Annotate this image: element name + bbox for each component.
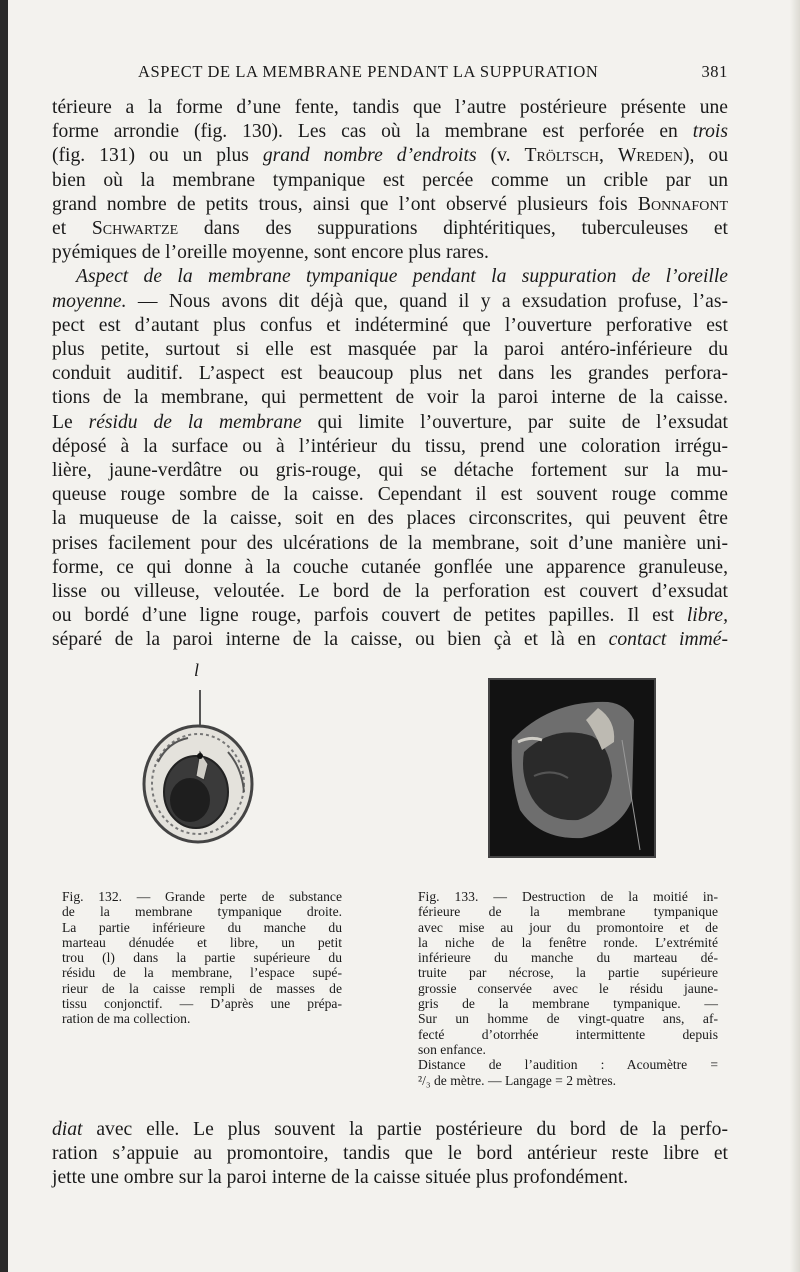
text-run: — Nous avons dit déjà que, quand il y a exsudation profuse, l’as- [126, 290, 728, 312]
text-line: la muqueuse de la caisse, soit en des places circonscrites, qui peuvent être [52, 508, 728, 530]
italic-run: trois [692, 121, 728, 143]
figure-132-label: l [194, 660, 200, 680]
body-text-top [52, 96, 728, 653]
text-line: queuse rouge sombre de la caisse. Cependant il est souvent rouge comme [52, 484, 728, 506]
text-line: déposé à la surface ou à l’intérieur du tissu, prend une coloration irrégu- [52, 435, 728, 457]
text-line: jette une ombre sur la paroi interne de la caisse située plus profondément. [52, 1167, 629, 1189]
text-run: ), ou [683, 145, 728, 167]
tympanic-membrane-drawing [138, 672, 268, 862]
italic-run: grand nombre d’endroits [262, 145, 477, 167]
caption-line: inférieure du manche du marteau dé- [418, 950, 718, 966]
caption-line: rieur de la caisse rempli de masses de [62, 980, 342, 996]
caption-line: trou (l) dans la partie supérieure du [62, 950, 342, 966]
caption-line: avec mise au jour du promontoire et de [418, 919, 718, 935]
text-line [52, 1118, 728, 1142]
page-edge-shadow [790, 0, 800, 1272]
text-line: tions de la membrane, qui permettent de voir la paroi interne de la caisse. [52, 387, 728, 409]
caption-line: truite par nécrose, la partie supérieure [418, 965, 718, 981]
author-name: Bonnafont [637, 193, 728, 215]
text-line [52, 290, 728, 314]
caption-line: Fig. 133. — Destruction de la moitié in- [418, 889, 718, 904]
text-line [52, 411, 728, 435]
author-name: Tröltsch [524, 145, 599, 167]
caption-line: grossie conservée avec le résidu jaune- [418, 980, 718, 996]
page-header [48, 62, 728, 86]
caption-line: La partie inférieure du manche du [62, 919, 342, 935]
text-line: plus petite, surtout si elle est masquée par la paroi antéro-inférieure du [52, 339, 728, 361]
text-run: Le [52, 411, 89, 433]
caption-line: Fig. 132. — Grande perte de substance [62, 889, 342, 904]
caption-line: de la membrane tympanique droite. [62, 904, 342, 920]
text-line: lisse ou villeuse, veloutée. Le bord de la perforation est couvert d’exsudat [52, 581, 728, 603]
text-run: forme arrondie (fig. 130). Les cas où la membrane est perforée en [52, 121, 693, 143]
caption-line: ²/₃ de mètre. — Langage = 2 mètres. [418, 1072, 617, 1088]
caption-line: son enfance. [418, 1041, 486, 1057]
text-line: pect est d’autant plus confus et indéterminé que l’ouverture perforative est [52, 314, 728, 336]
text-line: bien où la membrane tympanique est percée comme un crible par un [52, 169, 728, 191]
body-text-bottom [52, 1118, 728, 1191]
text-line [52, 628, 728, 652]
text-line [52, 604, 728, 628]
figure-132-caption [62, 889, 342, 1027]
caption-line: résidu de la membrane, l’espace supé- [62, 965, 342, 981]
caption-line: Distance de l’audition : Acoumètre = [418, 1057, 718, 1073]
text-run: , [598, 145, 618, 167]
page-number: 381 [701, 62, 728, 81]
text-run: (v. [476, 145, 525, 167]
caption-line: fecté d’otorrhée intermittente depuis [418, 1026, 718, 1042]
italic-run: résidu de la membrane [88, 411, 302, 433]
italic-run: diat [52, 1119, 83, 1140]
text-run: avec elle. Le plus souvent la partie postérieure du bord de la perfo- [82, 1119, 728, 1140]
text-line: ration s’appuie au promontoire, tandis que le bord antérieur reste libre et [52, 1143, 728, 1165]
text-run: (fig. 131) ou un plus [52, 145, 263, 167]
caption-line: gris de la membrane tympanique. — [418, 996, 718, 1012]
text-run: et [52, 218, 92, 240]
italic-run: moyenne. [52, 290, 127, 312]
text-line [52, 144, 728, 168]
caption-line: Sur un homme de vingt-quatre ans, af- [418, 1011, 718, 1027]
text-run: qui limite l’ouverture, par suite de l’exsudat [301, 411, 728, 433]
text-line: conduit auditif. L’aspect est beaucoup plus net dans les grandes perfora- [52, 363, 728, 385]
section-heading-line [52, 265, 728, 289]
text-run: dans des suppurations diphtéritiques, tuberculeuses et [178, 218, 728, 240]
text-line [52, 217, 728, 241]
caption-line: tissu conjonctif. — D’après une prépa- [62, 996, 342, 1012]
text-run: grand nombre de petits trous, ainsi que l’ont observé plusieurs fois [52, 193, 638, 215]
caption-line: férieure de la membrane tympanique [418, 904, 718, 920]
italic-run: contact immé- [608, 629, 728, 651]
author-name: Wreden [617, 145, 683, 167]
text-line [52, 193, 728, 217]
italic-run: Aspect de la membrane tympanique pendant la suppuration de l’oreille [76, 266, 728, 288]
text-line: lière, jaune-verdâtre ou gris-rouge, qui se détache fortement sur la mu- [52, 460, 728, 482]
author-name: Schwartze [91, 218, 179, 240]
text-line: forme, ce qui donne à la couche cutanée gonflée une apparence granuleuse, [52, 556, 728, 578]
text-line: térieure a la forme d’une fente, tandis que l’autre postérieure présente une [52, 97, 728, 118]
figure-133-illustration [488, 678, 656, 858]
caption-line: la niche de la fenêtre ronde. L’extrémité [418, 934, 718, 950]
promontory-drawing [490, 680, 654, 856]
italic-run: libre, [686, 605, 728, 627]
text-run: ou bordé d’une ligne rouge, parfois couvert de petites papilles. Il est [52, 605, 687, 627]
text-line: prises facilement pour des ulcérations de la membrane, soit d’une manière uni- [52, 532, 728, 554]
figure-133-caption [418, 889, 718, 1088]
text-line: pyémiques de l’oreille moyenne, sont encore plus rares. [52, 242, 489, 264]
caption-line: ration de ma collection. [62, 1011, 191, 1027]
text-line [52, 120, 728, 144]
figure-132-illustration [138, 672, 268, 862]
text-run: séparé de la paroi interne de la caisse, ou bien çà et là en [52, 629, 609, 651]
running-head: ASPECT DE LA MEMBRANE PENDANT LA SUPPURATION [138, 62, 599, 81]
caption-line: marteau dénudée et libre, un petit [62, 934, 342, 950]
